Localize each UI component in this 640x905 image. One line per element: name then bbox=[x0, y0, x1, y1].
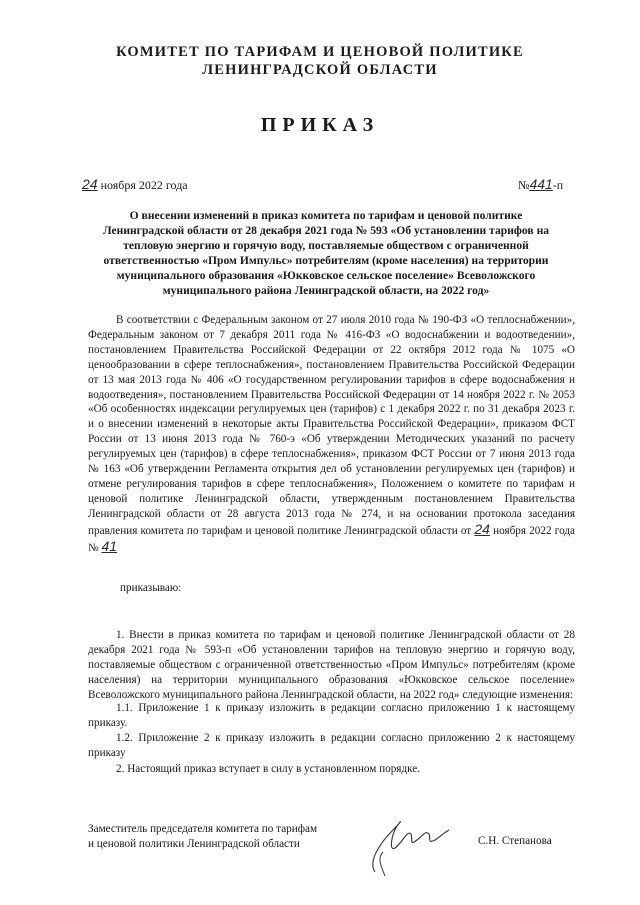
preamble-text: В соответствии с Федеральным законом от 27 июля 2010 года № 190-ФЗ «О теплоснабжении», Федеральным законом от 7 декабря 2011 года № 416-ФЗ «О водоснабжении и водоотведении», постановлением Правительства Российской Федерации от 22 октября 2012 года № 1075 «О ценообразовании в сфере теплоснабжения», постановлением Правительства Российской Федерации от 13 мая 2013 года № 406 «О государственном регулировании тарифов в сфере водоснабжения и водоотведения», постановлением Правительства Российской Федерации от 14 ноября 2022 г. № 2053 «Об особенностях индексации регулируемых цен (тарифов) с 1 декабря 2022 г. по 31 декабря 2023 г. и о внесении изменений в некоторые акты Правительства Российской Федерации», приказом ФСТ России от 13 июня 2013 года № 760-э «Об утверждении Методических указаний по расчету регулируемых цен (тарифов) в сфере теплоснабжения», приказом ФСТ России от 7 июня 2013 года № 163 «Об утверждении Регламента открытия дел об установлении регулируемых цен (тарифов) и отмене регулирования тарифов в сфере теплоснабжения», Положением о комитете по тарифам и ценовой политике Ленинградской области, утвержденным постановлением Правительства Ленинградской области от 28 августа 2013 года № 274, и на основании протокола заседания правления комитета по тарифам и ценовой политике Ленинградской области от bbox=[88, 314, 575, 537]
signatory-role-line1: Заместитель председателя комитета по тарифам bbox=[88, 823, 318, 835]
clause-1-2: 1.2. Приложение 2 к приказу изложить в редакции согласно приложению 2 к настоящему приказу bbox=[88, 732, 575, 759]
order-word: приказываю: bbox=[120, 582, 182, 594]
org-name-line1: КОМИТЕТ ПО ТАРИФАМ И ЦЕНОВОЙ ПОЛИТИКЕ bbox=[116, 44, 524, 60]
document-type-title: ПРИКАЗ bbox=[260, 114, 380, 136]
signatory-role bbox=[88, 822, 338, 852]
order-heading: О внесении изменений в приказ комитета по тарифам и ценовой политике Ленинградской области от 28 декабря 2021 года № 593 «Об установлении тарифов на тепловую энергию и горячую воду, поставляемые обществом с ограниченной ответственностью «Пром Импульс» потребителям (кроме населения) на территории муниципального образования «Юкковское сельское поселение» Всеволожского муниципального района Ленинградской области, на 2022 год» bbox=[102, 209, 550, 297]
number-sign: № bbox=[518, 178, 530, 192]
order-date bbox=[82, 176, 188, 193]
handwritten-protocol-day: 24 bbox=[474, 520, 490, 537]
org-name-line2: ЛЕНИНГРАДСКОЙ ОБЛАСТИ bbox=[202, 62, 438, 78]
handwritten-protocol-number: 41 bbox=[101, 537, 118, 554]
signatory-name: С.Н. Степанова bbox=[478, 835, 552, 847]
handwritten-number: 441 bbox=[529, 176, 553, 192]
date-text: ноября 2022 года bbox=[97, 178, 188, 192]
signatory-role-line2: и ценовой политики Ленинградской области bbox=[88, 838, 300, 850]
clause-1-1: 1.1. Приложение 1 к приказу изложить в редакции согласно приложению 1 к настоящему приказу. bbox=[88, 702, 575, 729]
handwritten-signature bbox=[355, 800, 455, 880]
clause-1: 1. Внести в приказ комитета по тарифам и ценовой политике Ленинградской области от 28 декабря 2021 года № 593-п «Об установлении тарифов на тепловую энергию и горячую воду, поставляемые обществом с ограниченной ответственностью «Пром Импульс» потребителям (кроме населения) на территории муниципального образования «Юкковское сельское поселение» Всеволожского муниципального района Ленинградской области, на 2022 год» следующие изменения: bbox=[88, 629, 575, 701]
handwritten-day: 24 bbox=[82, 176, 98, 192]
number-suffix: -п bbox=[552, 178, 564, 192]
order-number bbox=[518, 176, 563, 193]
clause-2: 2. Настоящий приказ вступает в силу в установленном порядке. bbox=[116, 763, 421, 775]
preamble-text-mid: ноября 2022 года № bbox=[88, 524, 575, 554]
preamble-paragraph bbox=[88, 313, 575, 556]
